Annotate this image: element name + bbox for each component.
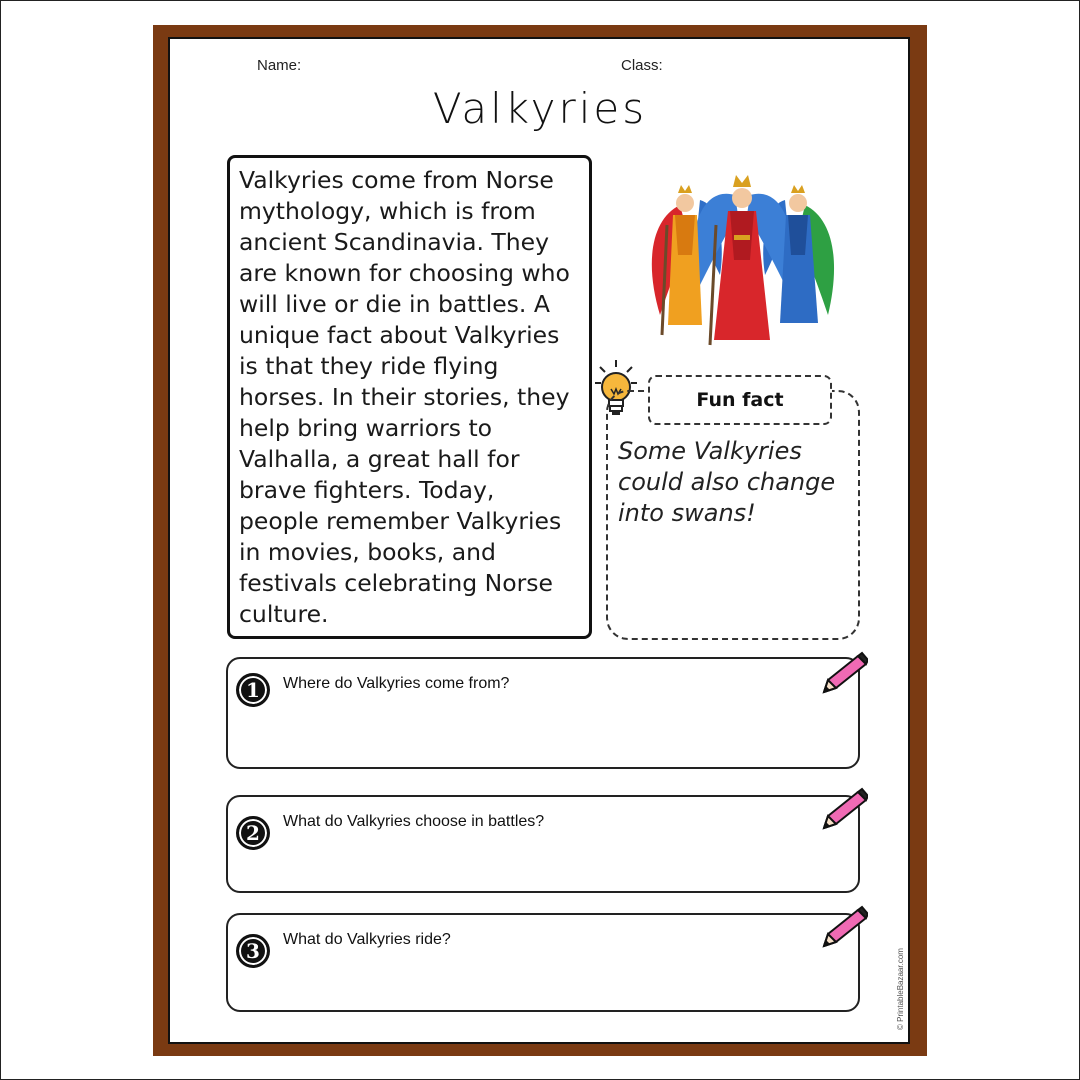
reading-passage-text: Valkyries come from Norse mythology, which is from ancient Scandinavia. They are known for choosing who will live or die in battles. A unique fact about Valkyries is that they ride flying horses. In their stories, they help bring warriors to Valhalla, a great hall for brave fighters. Today, people remember Valkyries in movies, books, and festivals celebrating Norse culture.	[239, 166, 570, 628]
question-1-answer-box[interactable]	[226, 657, 860, 769]
pencil-icon	[818, 786, 868, 832]
question-1-number: 1	[236, 673, 270, 707]
fun-fact-label: Fun fact	[648, 375, 832, 425]
question-3-number: 3	[236, 934, 270, 968]
question-2-text: What do Valkyries choose in battles?	[283, 813, 545, 830]
pencil-icon	[818, 650, 868, 696]
page-title: Valkyries	[432, 84, 648, 133]
class-label: Class:	[621, 57, 663, 74]
question-1-text: Where do Valkyries come from?	[283, 675, 510, 692]
question-3-answer-box[interactable]	[226, 913, 860, 1012]
credit-text: © PrintableBazaar.com	[896, 948, 905, 1030]
question-2-number: 2	[236, 816, 270, 850]
reading-passage-box	[227, 155, 592, 639]
pencil-icon	[818, 904, 868, 950]
fun-fact-text: Some Valkyries could also change into swans!	[618, 437, 836, 527]
question-2-answer-box[interactable]	[226, 795, 860, 893]
question-3-text: What do Valkyries ride?	[283, 931, 451, 948]
valkyries-illustration	[640, 165, 845, 355]
name-label: Name:	[257, 57, 302, 74]
